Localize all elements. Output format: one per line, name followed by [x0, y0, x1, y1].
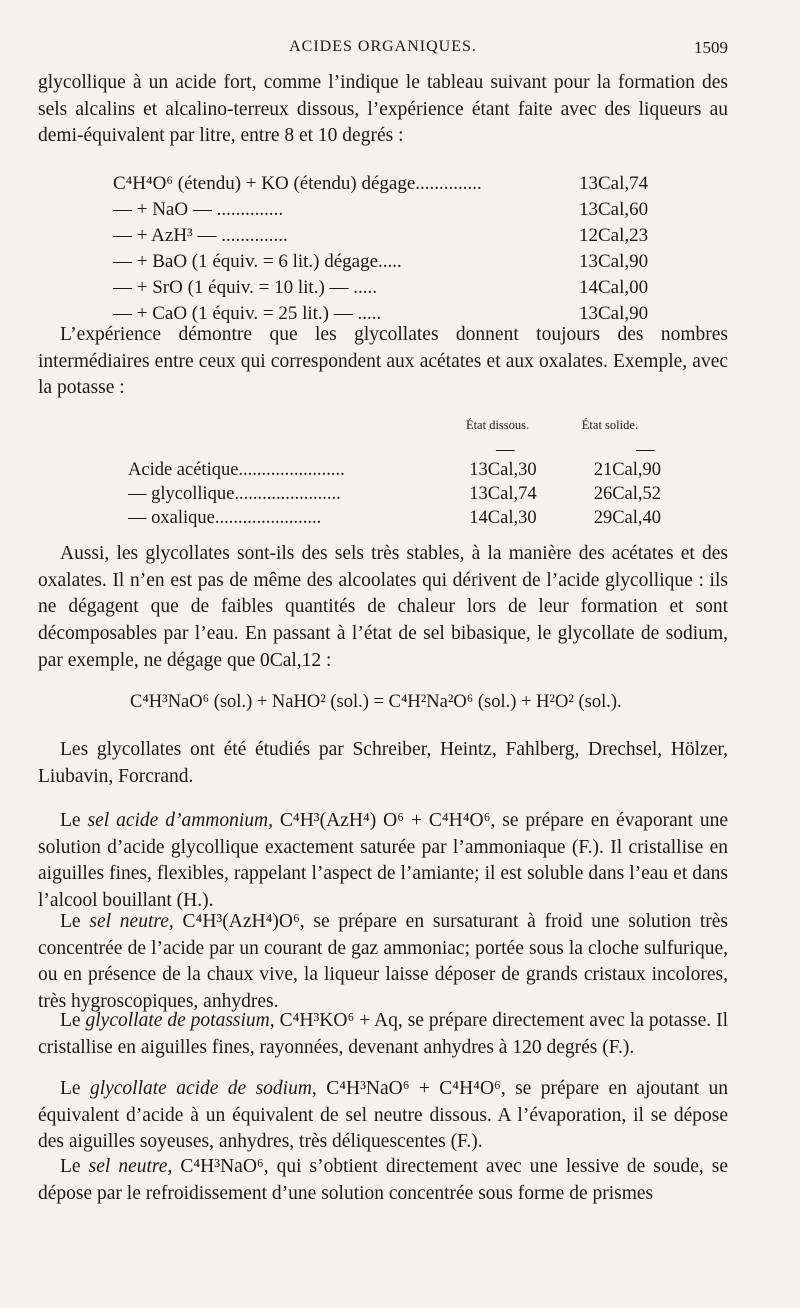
header-title: ACIDES ORGANIQUES.	[289, 38, 477, 55]
intro-paragraph	[38, 70, 728, 150]
term-sel-neutre: sel neutre,	[89, 911, 174, 932]
table-row: — + AzH³ — .............. 12Cal,23	[113, 225, 649, 246]
page-number: 1509	[694, 38, 728, 57]
table-row: — + CaO (1 équiv. = 25 lit.) — ..... 13Cal,90	[113, 303, 649, 324]
table-row: — + NaO — .............. 13Cal,60	[113, 199, 649, 220]
comparison-table	[128, 418, 688, 530]
table-row: — + SrO (1 équiv. = 10 lit.) — ..... 14Cal,00	[113, 277, 649, 298]
col-dissous-header: État dissous.	[465, 418, 530, 432]
paragraph-4	[38, 737, 728, 790]
enthalpy-table	[113, 171, 673, 327]
paragraph-9: Le sel neutre, C⁴H³NaO⁶, qui s’obtient directement avec une lessive de soude, se dépose par le refroidissement d’une solution concentrée sous forme de prismes	[38, 1156, 729, 1204]
paragraph-2-text: L’expérience démontre que les glycollates donnent toujours des nombres intermédiaires entre ceux qui correspondent aux acétates et aux oxalates. Exemple, avec la potasse :	[38, 324, 728, 399]
table-row: Acide acétique....................... 13Cal,30 21Cal,90	[128, 460, 662, 480]
table-row: — glycollique....................... 13Cal,74 26Cal,52	[128, 484, 662, 504]
table-header	[128, 418, 688, 440]
col-solide-header: État solide.	[581, 418, 639, 432]
paragraph-3-text: Aussi, les glycollates sont-ils des sels très stables, à la manière des acétates et des oxalates. Il n’en est pas de même des alcoolates qui dérivent de l’acide glycollique : ils ne dégagent que de faibles quantités de chaleur lors de leur formation et sont décomposables par l’eau. En passant à l’état de sel bibasique, le glycollate de sodium, par exemple, ne dégage que 0Cal,12 :	[38, 543, 728, 671]
header-rule: — —	[496, 440, 655, 460]
term-sel-neutre-sodium: sel neutre,	[88, 1156, 173, 1177]
paragraph-4-text: Les glycollates ont été étudiés par Schreiber, Heintz, Fahlberg, Drechsel, Hölzer, Liubavin, Forcrand.	[38, 739, 728, 787]
paragraph-3	[38, 541, 728, 675]
term-glycollate-acide-sodium: glycollate acide de sodium,	[89, 1078, 317, 1099]
paragraph-7: Le glycollate de potassium, C⁴H³KO⁶ + Aq, se prépare directement avec la potasse. Il cristallise en aiguilles fines, rayonnées, devenant anhydres à 120 degrés (F.).	[38, 1010, 728, 1058]
table-row: — + BaO (1 équiv. = 6 lit.) dégage..... 13Cal,90	[113, 251, 649, 272]
reaction-equation: C⁴H³NaO⁶ (sol.) + NaHO² (sol.) = C⁴H²Na²O⁶ (sol.) + H²O² (sol.).	[130, 692, 622, 712]
table-row: — oxalique....................... 14Cal,30 29Cal,40	[128, 508, 662, 528]
paragraph-5: Le sel acide d’ammonium, C⁴H³(AzH⁴) O⁶ + C⁴H⁴O⁶, se prépare en évaporant une solution d’acide glycollique exactement saturée par l’ammoniaque (F.). Il cristallise en aiguilles fines, flexibles, rappelant l’aspect de l’amiante; il est soluble dans l’eau et dans l’alcool bouillant (H.).	[38, 810, 729, 912]
paragraph-8: Le glycollate acide de sodium, C⁴H³NaO⁶ + C⁴H⁴O⁶, se prépare en ajoutant un équivalent d’acide à un équivalent de sel neutre dissous. A l’évaporation, il se dépose des aiguilles soyeuses, anhydres, très déliquescentes (F.).	[38, 1078, 728, 1153]
paragraph-2	[38, 322, 728, 402]
table-row: C⁴H⁴O⁶ (étendu) + KO (étendu) dégage.............. 13Cal,74	[113, 173, 649, 194]
intro-text: glycollique à un acide fort, comme l’indique le tableau suivant pour la formation des sels alcalins et alcalino-terreux dissous, l’expérience étant faite avec des liqueurs au demi-équivalent par litre, entre 8 et 10 degrés :	[38, 72, 728, 147]
paragraph-6: Le sel neutre, C⁴H³(AzH⁴)O⁶, se prépare en sursaturant à froid une solution très concentrée de l’acide par un courant de gaz ammoniac; portée sous la cloche sulfurique, ou en présence de la chaux vive, la liqueur laisse déposer de grands cristaux incolores, très hygroscopiques, anhydres.	[38, 911, 728, 1013]
term-glycollate-potassium: glycollate de potassium,	[85, 1010, 275, 1031]
running-header	[38, 38, 728, 64]
term-sel-acide: sel acide d’ammonium,	[87, 810, 273, 831]
